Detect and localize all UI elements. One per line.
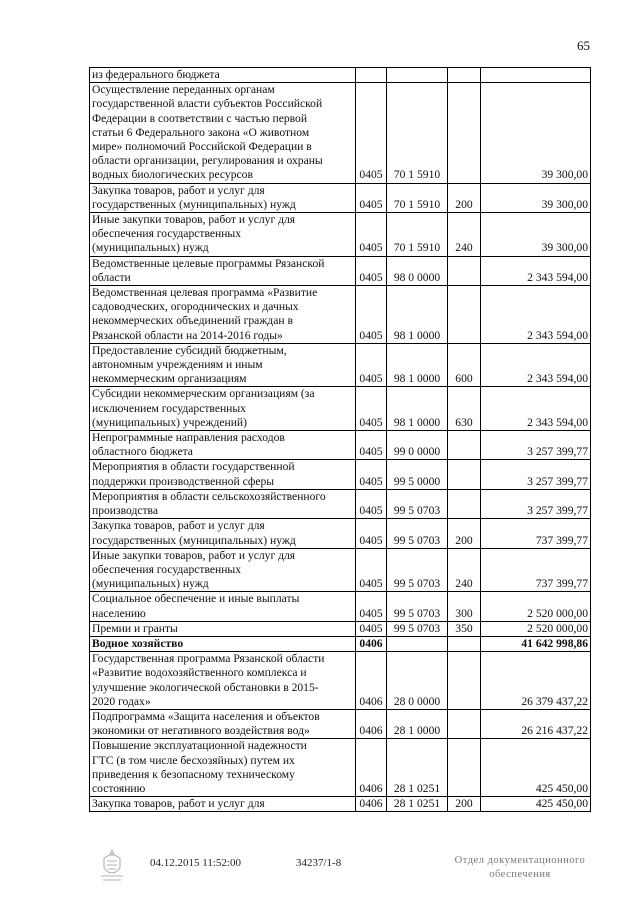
- row-name-cell: Водное хозяйство: [90, 636, 356, 651]
- row-section-cell: 0406: [356, 739, 387, 797]
- row-expense-cell: [448, 636, 481, 651]
- table-row: [90, 431, 591, 460]
- row-expense-cell: [448, 652, 481, 710]
- row-amount-cell: 39 300,00: [481, 213, 591, 257]
- emblem-icon: [98, 848, 126, 884]
- table-row: [90, 636, 591, 651]
- row-amount-cell: 39 300,00: [481, 183, 591, 212]
- row-name-cell: Закупка товаров, работ и услуг для: [90, 797, 356, 812]
- row-amount-cell: 2 343 594,00: [481, 343, 591, 387]
- row-amount-cell: 2 520 000,00: [481, 592, 591, 621]
- row-expense-cell: [448, 256, 481, 285]
- table-row: [90, 256, 591, 285]
- row-target-cell: 70 1 5910: [387, 213, 448, 257]
- row-name-cell: Ведомственная целевая программа «Развитие садоводческих, огороднических и дачных некоммерческих объединений граждан в Рязанской области на 2014-2016 годы»: [90, 286, 356, 344]
- row-target-cell: 99 5 0703: [387, 621, 448, 636]
- row-target-cell: 28 0 0000: [387, 652, 448, 710]
- row-name-cell: Государственная программа Рязанской области «Развитие водохозяйственного комплекса и улучшение экологической обстановки в 2015- 2020 годах»: [90, 652, 356, 710]
- row-amount-cell: 3 257 399,77: [481, 460, 591, 489]
- row-amount-cell: 2 520 000,00: [481, 621, 591, 636]
- row-expense-cell: [448, 431, 481, 460]
- row-target-cell: 99 5 0000: [387, 460, 448, 489]
- row-section-cell: 0405: [356, 431, 387, 460]
- row-expense-cell: [448, 83, 481, 183]
- table-row: [90, 652, 591, 710]
- row-name-cell: Мероприятия в области государственной поддержки производственной сферы: [90, 460, 356, 489]
- row-amount-cell: 737 399,77: [481, 519, 591, 548]
- row-amount-cell: 737 399,77: [481, 548, 591, 592]
- row-target-cell: 99 0 0000: [387, 431, 448, 460]
- row-name-cell: Иные закупки товаров, работ и услуг для обеспечения государственных (муниципальных) нужд: [90, 548, 356, 592]
- row-target-cell: 28 1 0251: [387, 797, 448, 812]
- row-expense-cell: 350: [448, 621, 481, 636]
- row-section-cell: 0405: [356, 489, 387, 518]
- row-target-cell: 99 5 0703: [387, 592, 448, 621]
- table-row: [90, 343, 591, 387]
- row-amount-cell: 2 343 594,00: [481, 286, 591, 344]
- row-target-cell: 98 1 0000: [387, 343, 448, 387]
- row-expense-cell: 240: [448, 548, 481, 592]
- table-row: [90, 489, 591, 518]
- table-body: [90, 68, 591, 812]
- table-row: [90, 183, 591, 212]
- row-section-cell: 0405: [356, 256, 387, 285]
- row-expense-cell: [448, 286, 481, 344]
- table-row: [90, 68, 591, 83]
- row-target-cell: 98 1 0000: [387, 286, 448, 344]
- row-section-cell: 0405: [356, 548, 387, 592]
- row-target-cell: 70 1 5910: [387, 183, 448, 212]
- table-row: [90, 519, 591, 548]
- row-target-cell: 70 1 5910: [387, 83, 448, 183]
- row-name-cell: Осуществление переданных органам государственной власти субъектов Российской Федерации в соответствии с частью первой статьи 6 Федерального закона «О животном мире» полномочий Российской Федерации в области организации, регулирования и охраны водных биологических ресурсов: [90, 83, 356, 183]
- row-name-cell: Закупка товаров, работ и услуг для государственных (муниципальных) нужд: [90, 183, 356, 212]
- row-section-cell: 0405: [356, 460, 387, 489]
- row-name-cell: из федерального бюджета: [90, 68, 356, 83]
- row-name-cell: Иные закупки товаров, работ и услуг для обеспечения государственных (муниципальных) нужд: [90, 213, 356, 257]
- row-amount-cell: 41 642 998,86: [481, 636, 591, 651]
- row-name-cell: Предоставление субсидий бюджетным, автономным учреждениям и иным некоммерческим организациям: [90, 343, 356, 387]
- row-name-cell: Непрограммные направления расходов областного бюджета: [90, 431, 356, 460]
- row-section-cell: 0406: [356, 709, 387, 738]
- table-row: [90, 387, 591, 431]
- table-row: [90, 592, 591, 621]
- row-target-cell: 99 5 0703: [387, 489, 448, 518]
- row-expense-cell: 630: [448, 387, 481, 431]
- row-section-cell: 0405: [356, 387, 387, 431]
- row-expense-cell: 240: [448, 213, 481, 257]
- row-amount-cell: 2 343 594,00: [481, 256, 591, 285]
- row-section-cell: [356, 68, 387, 83]
- row-expense-cell: [448, 739, 481, 797]
- row-target-cell: 28 1 0000: [387, 709, 448, 738]
- row-section-cell: 0406: [356, 636, 387, 651]
- row-target-cell: 99 5 0703: [387, 519, 448, 548]
- row-section-cell: 0405: [356, 286, 387, 344]
- footer-timestamp: 04.12.2015 11:52:00: [150, 857, 241, 869]
- row-target-cell: 98 0 0000: [387, 256, 448, 285]
- row-name-cell: Ведомственные целевые программы Рязанской области: [90, 256, 356, 285]
- row-amount-cell: 425 450,00: [481, 797, 591, 812]
- row-expense-cell: 200: [448, 797, 481, 812]
- row-name-cell: Повышение эксплуатационной надежности ГТС (в том числе бесхозяйных) путем их приведения к безопасному техническому состоянию: [90, 739, 356, 797]
- page-number: 65: [577, 38, 590, 53]
- footer-document-number: 34237/1-8: [296, 857, 342, 869]
- row-expense-cell: [448, 709, 481, 738]
- row-target-cell: [387, 68, 448, 83]
- table-row: [90, 709, 591, 738]
- row-target-cell: 98 1 0000: [387, 387, 448, 431]
- row-target-cell: [387, 636, 448, 651]
- row-amount-cell: 2 343 594,00: [481, 387, 591, 431]
- row-section-cell: 0406: [356, 797, 387, 812]
- row-amount-cell: 39 300,00: [481, 83, 591, 183]
- row-expense-cell: [448, 68, 481, 83]
- row-name-cell: Премии и гранты: [90, 621, 356, 636]
- row-amount-cell: 26 379 437,22: [481, 652, 591, 710]
- row-target-cell: 99 5 0703: [387, 548, 448, 592]
- row-section-cell: 0405: [356, 213, 387, 257]
- row-section-cell: 0405: [356, 519, 387, 548]
- row-amount-cell: 3 257 399,77: [481, 489, 591, 518]
- row-name-cell: Закупка товаров, работ и услуг для государственных (муниципальных) нужд: [90, 519, 356, 548]
- row-amount-cell: 3 257 399,77: [481, 431, 591, 460]
- row-expense-cell: 600: [448, 343, 481, 387]
- row-section-cell: 0405: [356, 621, 387, 636]
- row-section-cell: 0406: [356, 652, 387, 710]
- table-row: [90, 621, 591, 636]
- row-section-cell: 0405: [356, 83, 387, 183]
- row-name-cell: Подпрограмма «Защита населения и объектов экономики от негативного воздействия вод»: [90, 709, 356, 738]
- row-name-cell: Мероприятия в области сельскохозяйственного производства: [90, 489, 356, 518]
- row-section-cell: 0405: [356, 343, 387, 387]
- table-row: [90, 548, 591, 592]
- row-section-cell: 0405: [356, 592, 387, 621]
- row-name-cell: Субсидии некоммерческим организациям (за исключением государственных (муниципальных) учреждений): [90, 387, 356, 431]
- department-stamp: Отдел документационного обеспечения: [454, 855, 586, 880]
- row-amount-cell: [481, 68, 591, 83]
- row-section-cell: 0405: [356, 183, 387, 212]
- table-row: [90, 797, 591, 812]
- row-name-cell: Социальное обеспечение и иные выплаты населению: [90, 592, 356, 621]
- row-amount-cell: 26 216 437,22: [481, 709, 591, 738]
- table-row: [90, 286, 591, 344]
- row-target-cell: 28 1 0251: [387, 739, 448, 797]
- row-amount-cell: 425 450,00: [481, 739, 591, 797]
- table-row: [90, 739, 591, 797]
- row-expense-cell: 300: [448, 592, 481, 621]
- row-expense-cell: [448, 460, 481, 489]
- table-row: [90, 460, 591, 489]
- budget-table: [89, 67, 591, 812]
- row-expense-cell: 200: [448, 519, 481, 548]
- table-row: [90, 213, 591, 257]
- table-row: [90, 83, 591, 183]
- row-expense-cell: [448, 489, 481, 518]
- row-expense-cell: 200: [448, 183, 481, 212]
